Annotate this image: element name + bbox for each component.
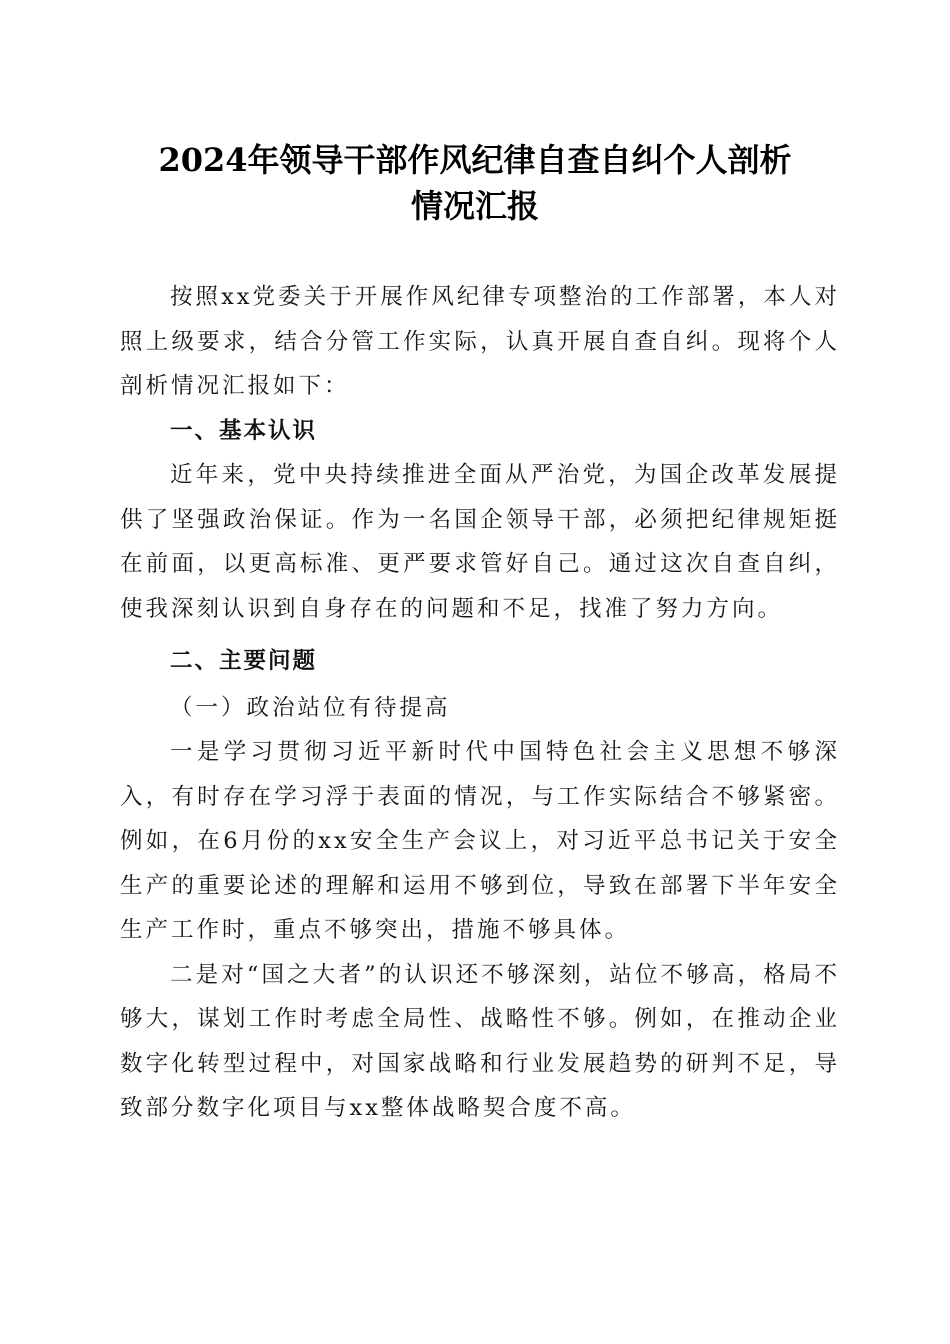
section1-paragraph: 近年来，党中央持续推进全面从严治党，为国企改革发展提供了坚强政治保证。作为一名国企领导干部，必须把纪律规矩挺在前面，以更高标准、更严要求管好自己。通过这次自查自纠，使我深刻认识到自身存在的问题和不足，找准了努力方向。 bbox=[120, 462, 840, 622]
intro-paragraph: 按照xx党委关于开展作风纪律专项整治的工作部署，本人对照上级要求，结合分管工作实际，认真开展自查自纠。现将个人剖析情况汇报如下： bbox=[120, 284, 840, 399]
point2-paragraph: 二是对“国之大者”的认识还不够深刻，站位不够高，格局不够大，谋划工作时考虑全局性、战略性不够。例如，在推动企业数字化转型过程中，对国家战略和行业发展趋势的研判不足，导致部分数字化项目与xx整体战略契合度不高。 bbox=[120, 961, 840, 1121]
point1-paragraph: 一是学习贯彻习近平新时代中国特色社会主义思想不够深入，有时存在学习浮于表面的情况，与工作实际结合不够紧密。例如，在6月份的xx安全生产会议上，对习近平总书记关于安全生产的重要论述的理解和运用不够到位，导致在部署下半年安全生产工作时，重点不够突出，措施不够具体。 bbox=[120, 739, 840, 943]
spacer bbox=[120, 631, 840, 639]
document-title-line1: 2024年领导干部作风纪律自查自纠个人剖析 bbox=[158, 141, 792, 179]
section-heading-main-problems: 二、主要问题 bbox=[170, 648, 318, 674]
document-body bbox=[120, 275, 840, 1131]
document-title-line2: 情况汇报 bbox=[410, 187, 539, 225]
subsection-heading-political-stance: （一）政治站位有待提高 bbox=[170, 694, 451, 721]
section-heading-basic-understanding: 一、基本认识 bbox=[170, 417, 318, 444]
